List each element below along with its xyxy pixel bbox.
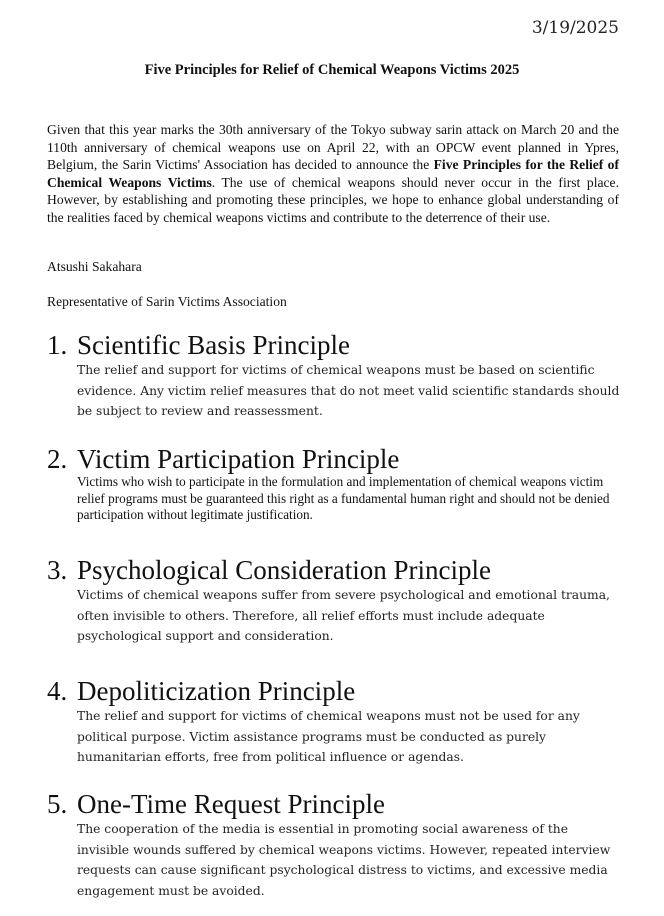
principle-title: Depoliticization Principle bbox=[77, 676, 356, 706]
principle-body: Victims who wish to participate in the formulation and implementation of chemical weapons victim relief programs must be guaranteed this right as a fundamental human right and should not be denied participation without legitimate justification. bbox=[77, 474, 610, 522]
principle-heading bbox=[47, 444, 622, 474]
principle-title: Victim Participation Principle bbox=[77, 444, 400, 474]
principle-item bbox=[47, 555, 622, 647]
principle-body: The relief and support for victims of chemical weapons must not be used for any political purpose. Victim assistance programs must be conducted as purely humanitarian efforts, free from political influence or agendas. bbox=[77, 709, 580, 764]
principle-body: The cooperation of the media is essential in promoting social awareness of the invisible wounds suffered by chemical weapons victims. However, repeated interview requests can cause significant psychological distress to victims, and excessive media engagement must be avoided. bbox=[77, 822, 611, 898]
principle-item bbox=[47, 444, 622, 524]
principle-heading bbox=[47, 330, 622, 360]
principle-heading bbox=[47, 676, 622, 706]
principle-number: 1. bbox=[47, 330, 68, 360]
intro-bold-text: Five Principles for the Relief of Chemical Weapons Victims bbox=[47, 157, 619, 190]
principle-title: One-Time Request Principle bbox=[77, 789, 385, 819]
principle-item bbox=[47, 789, 622, 901]
document-date: 3/19/2025 bbox=[531, 18, 619, 38]
author-title: Representative of Sarin Victims Association bbox=[47, 294, 287, 309]
principle-title: Scientific Basis Principle bbox=[77, 330, 350, 360]
intro-text-2: . The use of chemical weapons should never occur in the first place. However, by establishing and promoting these principles, we hope to enhance global understanding of the realities faced by chemical weapons victims and contribute to the deterrence of their use. bbox=[47, 174, 619, 225]
principle-body: Victims of chemical weapons suffer from severe psychological and emotional trauma, often invisible to others. Therefore, all relief efforts must include adequate psychological support and consideration. bbox=[77, 588, 610, 643]
principle-number: 5. bbox=[47, 789, 68, 819]
document-title: Five Principles for Relief of Chemical Weapons Victims 2025 bbox=[144, 62, 520, 78]
principle-body: The relief and support for victims of chemical weapons must be based on scientific evidence. Any victim relief measures that do not meet valid scientific standards should be subject to review and reassessment. bbox=[77, 363, 620, 418]
principle-item bbox=[47, 676, 622, 768]
principle-heading bbox=[47, 789, 622, 819]
principle-number: 4. bbox=[47, 676, 68, 706]
principle-number: 2. bbox=[47, 444, 68, 474]
principle-number: 3. bbox=[47, 555, 68, 585]
intro-text-1: Given that this year marks the 30th anniversary of the Tokyo subway sarin attack on March 20 and the 110th anniversary of chemical weapons use on April 22, with an OPCW event planned in Ypres, Belgium, the Sarin Victims' Association has decided to announce the bbox=[47, 122, 619, 172]
intro-paragraph bbox=[47, 121, 619, 226]
principle-title: Psychological Consideration Principle bbox=[77, 555, 491, 585]
author-name: Atsushi Sakahara bbox=[47, 259, 142, 274]
principle-item bbox=[47, 330, 622, 422]
principle-heading bbox=[47, 555, 622, 585]
